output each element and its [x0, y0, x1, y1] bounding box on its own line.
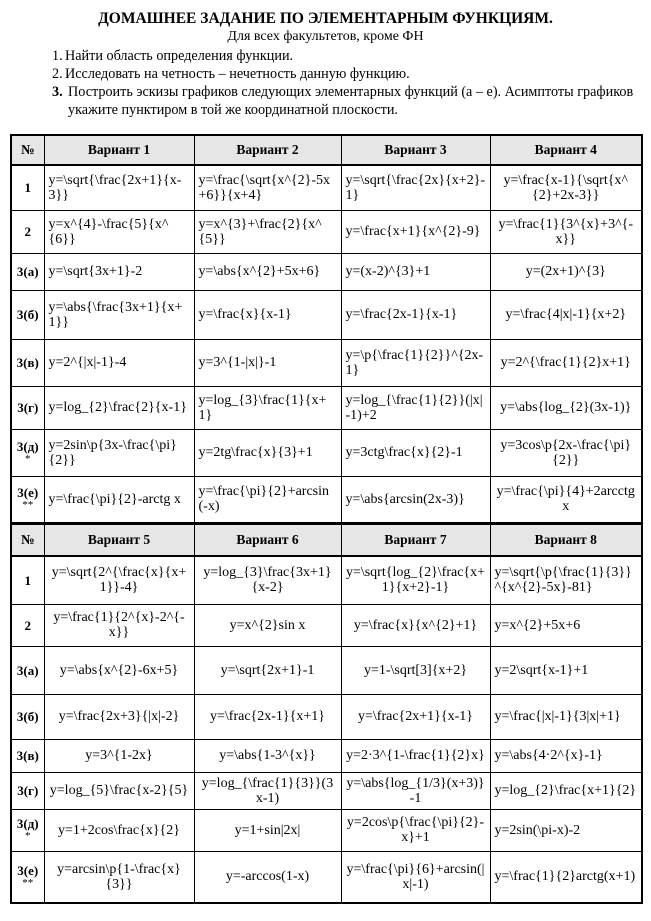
- formula-cell: [194, 386, 341, 429]
- variant-column-header: Вариант 7: [341, 524, 490, 556]
- task-number: 1.: [52, 48, 63, 64]
- formula: y=\frac{4|x|-1}{x+2}: [505, 307, 627, 322]
- formula-cell: [194, 476, 341, 523]
- formula-cell: [341, 739, 490, 772]
- difficulty-mark: **: [22, 499, 34, 512]
- formula-cell: [194, 646, 341, 694]
- formula: y=\abs{1-3^{x}}: [219, 748, 316, 763]
- table-row: [11, 556, 642, 604]
- variant-column-header: Вариант 5: [44, 524, 194, 556]
- formula: y=1+sin|2x|: [234, 822, 301, 838]
- task-text: Построить эскизы графиков следующих элементарных функций (а – е). Асимптоты графиков укажите пунктиром в той же координатной плоскости.: [68, 84, 634, 118]
- formula-cell: [194, 165, 341, 210]
- row-label-text: 3(а): [16, 662, 39, 678]
- variant-column-header: Вариант 3: [341, 135, 490, 165]
- row-label-text: 3(б): [16, 307, 39, 322]
- difficulty-mark: **: [22, 876, 34, 889]
- formula: y=\abs{4·2^{x}-1}: [494, 748, 603, 763]
- formula: y=3^{1-|x|}-1: [198, 355, 277, 370]
- table-row: [11, 386, 642, 429]
- row-label-text: 2: [24, 617, 31, 633]
- formula-cell: [490, 386, 642, 429]
- task-number: 2.: [52, 66, 63, 82]
- formula: y=2·3^{1-\frac{1}{2}x}: [346, 748, 485, 763]
- formula-cell: [194, 604, 341, 646]
- formula-cell: [194, 556, 341, 604]
- row-label: [11, 604, 44, 646]
- row-label-text: 2: [24, 224, 31, 239]
- variant-column-header: Вариант 2: [194, 135, 341, 165]
- formula-cell: [194, 694, 341, 739]
- formula-cell: [194, 210, 341, 253]
- row-label: [11, 809, 44, 851]
- task-item: [52, 65, 642, 83]
- difficulty-mark: *: [25, 830, 31, 842]
- task-list: [52, 47, 642, 119]
- formula: y=arcsin\p{1-\frac{x}{3}}: [57, 861, 181, 892]
- variants-table-5-8: [10, 523, 643, 904]
- formula: y=\abs{x^{2}+5x+6}: [198, 264, 321, 279]
- row-label-text: 3(д): [16, 438, 39, 454]
- formula: y=\p{\frac{1}{2}}^{2x-1}: [345, 347, 484, 378]
- formula-cell: [341, 809, 490, 851]
- table-row: [11, 210, 642, 253]
- document-subtitle: Для всех факультетов, кроме ФН: [227, 29, 424, 44]
- formula: y=x^{2}+5x+6: [494, 617, 581, 633]
- table-row: [11, 253, 642, 290]
- formula-cell: [341, 646, 490, 694]
- row-label-text: 3(д): [16, 816, 39, 831]
- formula: y=\frac{x+1}{x^{2}-9}: [345, 224, 481, 239]
- formula: y=\frac{2x+1}{x-1}: [358, 709, 473, 724]
- formula-cell: [44, 210, 194, 253]
- formula-cell: [341, 210, 490, 253]
- formula-cell: [194, 429, 341, 476]
- formula: y=\frac{x}{x^{2}+1}: [353, 617, 478, 633]
- table-row: [11, 851, 642, 903]
- variant-column-header: Вариант 1: [44, 135, 194, 165]
- table-row: [11, 694, 642, 739]
- document-title: ДОМАШНЕЕ ЗАДАНИЕ ПО ЭЛЕМЕНТАРНЫМ ФУНКЦИЯМ.: [98, 10, 553, 27]
- formula: y=\frac{\pi}{2}-arctg x: [48, 491, 181, 507]
- row-label-text: 3(е): [17, 862, 39, 878]
- formula: y=\frac{\pi}{4}+2arcctg x: [496, 484, 635, 515]
- formula: y=x^{4}-\frac{5}{x^{6}}: [48, 216, 169, 247]
- formula: y=log_{\frac{1}{2}}(|x|-1)+2: [345, 392, 483, 423]
- formula-cell: [490, 339, 642, 386]
- formula: y=2sin(\pi-x)-2: [494, 822, 581, 838]
- formula-cell: [44, 386, 194, 429]
- formula: y=log_{3}\frac{3x+1}{x-2}: [203, 565, 332, 596]
- formula-cell: [490, 739, 642, 772]
- row-label-text: 3(в): [16, 748, 39, 763]
- row-label: [11, 429, 44, 476]
- formula-cell: [490, 210, 642, 253]
- row-label: [11, 476, 44, 523]
- formula: y=\abs{log_{2}(3x-1)}: [500, 400, 632, 415]
- table-row: [11, 339, 642, 386]
- row-label: [11, 694, 44, 739]
- row-label-text: 3(е): [17, 485, 39, 501]
- formula: y=2cos\p{\frac{\pi}{2}-x}+1: [346, 815, 485, 845]
- formula: y=\frac{2x-1}{x-1}: [345, 307, 458, 322]
- formula: y=2tg\frac{x}{3}+1: [198, 445, 313, 460]
- formula-cell: [490, 851, 642, 903]
- formula-cell: [194, 851, 341, 903]
- formula-cell: [341, 339, 490, 386]
- formula-cell: [44, 694, 194, 739]
- row-label: [11, 739, 44, 772]
- table-row: [11, 604, 642, 646]
- formula-cell: [44, 476, 194, 523]
- task-item: [52, 83, 642, 119]
- formula: y=log_{2}\frac{x+1}{2}: [494, 783, 637, 798]
- formula: y=\sqrt{\p{\frac{1}{3}}^{x^{2}-5x}-81}: [494, 565, 632, 596]
- formula: y=\abs{\frac{3x+1}{x+1}}: [48, 299, 183, 330]
- formula: y=\frac{|x|-1}{3|x|+1}: [494, 709, 621, 724]
- formula: y=2sin\p{3x-\frac{\pi}{2}}: [48, 437, 177, 468]
- task-item: [52, 47, 642, 65]
- row-label-text: 3(б): [16, 709, 39, 724]
- formula: y=\sqrt{2^{\frac{x}{x+1}}-4}: [51, 565, 187, 596]
- row-label: [11, 851, 44, 903]
- formula-cell: [194, 339, 341, 386]
- formula: y=\frac{1}{2}arctg(x+1): [494, 869, 636, 885]
- formula-cell: [194, 772, 341, 809]
- formula-cell: [341, 772, 490, 809]
- variants-table-1-4: [10, 134, 643, 524]
- formula-cell: [341, 604, 490, 646]
- formula-cell: [341, 253, 490, 290]
- formula-cell: [44, 604, 194, 646]
- table-row: [11, 739, 642, 772]
- table-row: [11, 646, 642, 694]
- variant-column-header: Вариант 6: [194, 524, 341, 556]
- row-label: [11, 646, 44, 694]
- formula-cell: [490, 476, 642, 523]
- formula: y=\frac{1}{3^{x}+3^{-x}}: [498, 216, 634, 247]
- formula: y=-arccos(1-x): [225, 869, 310, 885]
- task-text: Исследовать на четность – нечетность данную функцию.: [65, 66, 410, 82]
- formula: y=\abs{arcsin(2x-3)}: [345, 491, 465, 507]
- formula-cell: [341, 165, 490, 210]
- row-label-text: 1: [24, 572, 31, 588]
- formula-cell: [341, 556, 490, 604]
- formula-cell: [44, 851, 194, 903]
- row-label: [11, 339, 44, 386]
- formula-cell: [341, 851, 490, 903]
- formula: y=(2x+1)^{3}: [525, 264, 606, 279]
- row-label: [11, 210, 44, 253]
- formula: y=\sqrt{3x+1}-2: [48, 264, 143, 279]
- formula: y=x^{2}sin x: [229, 617, 306, 633]
- table-row: [11, 290, 642, 339]
- formula: y=1+2cos\frac{x}{2}: [58, 822, 180, 838]
- formula-cell: [341, 386, 490, 429]
- row-label-text: 3(а): [16, 264, 39, 279]
- formula-cell: [341, 429, 490, 476]
- formula-cell: [341, 694, 490, 739]
- variant-column-header: Вариант 4: [490, 135, 642, 165]
- table-row: [11, 476, 642, 523]
- formula: y=3^{1-2x}: [85, 748, 153, 763]
- formula-cell: [44, 290, 194, 339]
- formula: y=\abs{log_{1/3}(x+3)}-1: [346, 775, 485, 806]
- formula: y=3cos\p{2x-\frac{\pi}{2}}: [500, 437, 632, 468]
- row-label: [11, 556, 44, 604]
- formula-cell: [490, 556, 642, 604]
- formula-cell: [44, 429, 194, 476]
- formula: y=1-\sqrt[3]{x+2}: [363, 662, 468, 678]
- formula-cell: [490, 809, 642, 851]
- formula-cell: [490, 772, 642, 809]
- table-row: [11, 165, 642, 210]
- formula-cell: [490, 253, 642, 290]
- formula: y=\frac{x-1}{\sqrt{x^{2}+2x-3}}: [503, 172, 629, 203]
- table-header-row: [11, 135, 642, 165]
- formula: y=log_{3}\frac{1}{x+1}: [198, 392, 327, 423]
- formula: y=\frac{1}{2^{x}-2^{-x}}: [53, 610, 185, 640]
- formula-cell: [194, 739, 341, 772]
- formula: y=2^{\frac{1}{2}x+1}: [500, 355, 631, 370]
- formula-cell: [44, 809, 194, 851]
- formula: y=3ctg\frac{x}{2}-1: [345, 445, 463, 460]
- difficulty-mark: *: [25, 452, 31, 465]
- row-label-text: 3(г): [17, 783, 39, 798]
- formula: y=(x-2)^{3}+1: [345, 264, 431, 279]
- row-label: [11, 253, 44, 290]
- formula-cell: [490, 694, 642, 739]
- formula-cell: [194, 253, 341, 290]
- formula: y=x^{3}+\frac{2}{x^{5}}: [198, 216, 322, 247]
- formula-cell: [341, 290, 490, 339]
- formula: y=\sqrt{log_{2}\frac{x+1}{x+2}-1}: [345, 565, 486, 596]
- formula-cell: [490, 429, 642, 476]
- row-label: [11, 386, 44, 429]
- table-header-row: [11, 524, 642, 556]
- formula-cell: [341, 476, 490, 523]
- formula: y=log_{\frac{1}{3}}(3x-1): [201, 775, 334, 806]
- formula: y=\abs{x^{2}-6x+5}: [59, 662, 179, 678]
- table-row: [11, 772, 642, 809]
- formula-cell: [490, 165, 642, 210]
- formula-cell: [44, 253, 194, 290]
- formula-cell: [44, 165, 194, 210]
- formula: y=\frac{x}{x-1}: [198, 307, 292, 322]
- formula-cell: [44, 739, 194, 772]
- row-label: [11, 165, 44, 210]
- formula-cell: [194, 290, 341, 339]
- formula-cell: [44, 646, 194, 694]
- formula: y=\sqrt{\frac{2x+1}{x-3}}: [48, 172, 182, 203]
- row-label: [11, 290, 44, 339]
- formula-cell: [490, 290, 642, 339]
- formula-cell: [44, 772, 194, 809]
- row-label: [11, 772, 44, 809]
- formula: y=\frac{2x+3}{|x|-2}: [58, 709, 180, 724]
- row-label-text: 1: [24, 180, 31, 196]
- task-number: 3.: [52, 84, 63, 100]
- formula: y=\sqrt{\frac{2x}{x+2}-1}: [345, 172, 486, 203]
- formula-cell: [490, 646, 642, 694]
- formula: y=log_{5}\frac{x-2}{5}: [49, 783, 189, 798]
- formula: y=\frac{\sqrt{x^{2}-5x+6}}{x+4}: [198, 172, 331, 203]
- number-column-header: №: [11, 524, 44, 556]
- formula: y=2^{|x|-1}-4: [48, 355, 127, 370]
- formula: y=\sqrt{2x+1}-1: [220, 662, 315, 678]
- formula-cell: [194, 809, 341, 851]
- row-label-text: 3(г): [17, 400, 39, 415]
- formula-cell: [490, 604, 642, 646]
- task-text: Найти область определения функции.: [65, 48, 294, 64]
- formula-cell: [44, 339, 194, 386]
- variant-column-header: Вариант 8: [490, 524, 642, 556]
- row-label-text: 3(в): [16, 355, 39, 370]
- formula: y=log_{2}\frac{2}{x-1}: [48, 400, 187, 415]
- table-row: [11, 429, 642, 476]
- formula: y=\frac{\pi}{6}+arcsin(|x|-1): [346, 861, 485, 892]
- number-column-header: №: [11, 135, 44, 165]
- formula-cell: [44, 556, 194, 604]
- formula: y=\frac{\pi}{2}+arcsin(-x): [198, 484, 330, 515]
- table-row: [11, 809, 642, 851]
- formula: y=2\sqrt{x-1}+1: [494, 662, 589, 678]
- formula: y=\frac{2x-1}{x+1}: [210, 709, 325, 724]
